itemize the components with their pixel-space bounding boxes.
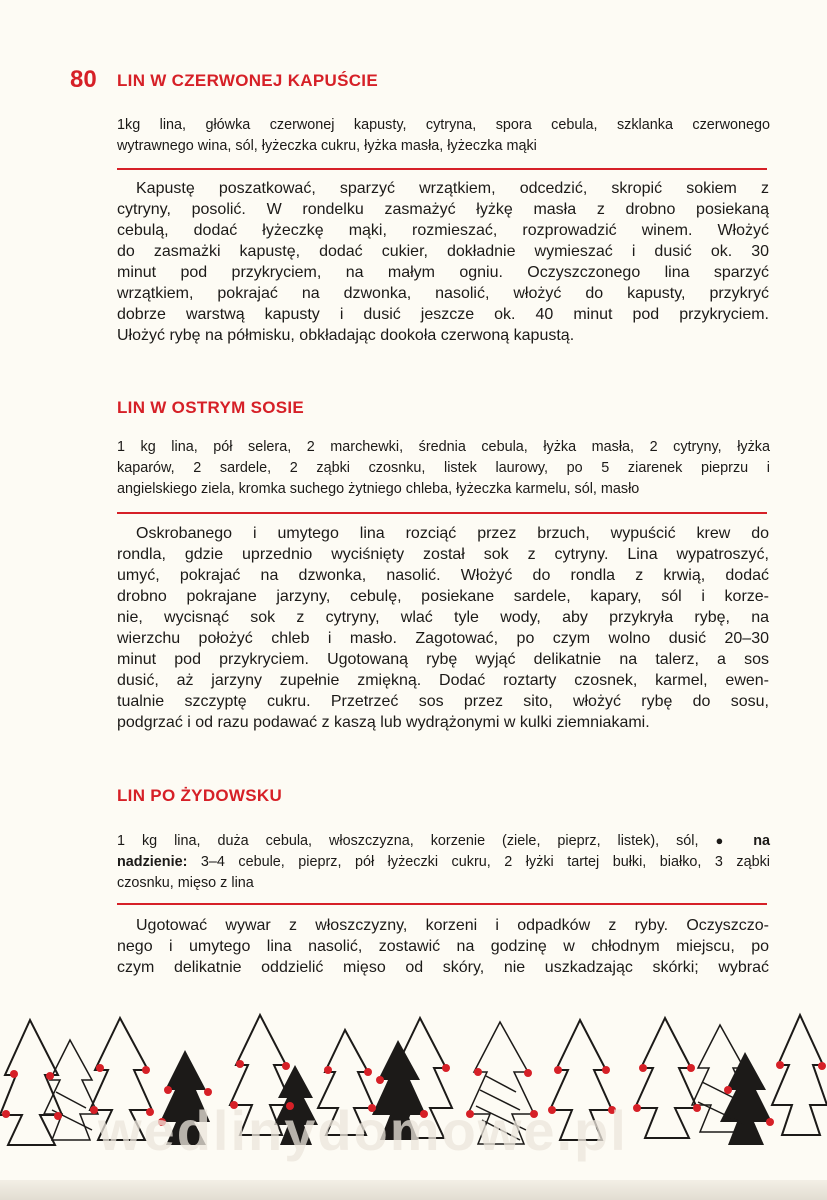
method-line: minut pod przykryciem, na małym ogniu. Oczyszczonego lina sparzyć <box>117 264 769 281</box>
ingredients-line: wytrawnego wina, sól, łyżeczka cukru, łyżka masła, łyżeczka mąki <box>117 138 537 154</box>
method-line: Kapustę poszatkować, sparzyć wrzątkiem, odcedzić, skropić sokiem z <box>136 180 769 197</box>
ingredients-list <box>117 830 770 894</box>
recipe-method <box>117 523 769 733</box>
section-divider <box>117 903 767 905</box>
method-line: cytryny, posolić. W rondelku zasmażyć łyżkę masła z drobno posiekaną <box>117 201 769 218</box>
recipe-method <box>117 178 769 346</box>
method-line: drobno pokrajane jarzyny, cebulę, posiekane sardele, kapary, sól i korze- <box>117 588 769 605</box>
method-line: Ułożyć rybę na półmisku, obkładając dookoła czerwoną kapustą. <box>117 327 575 344</box>
ingredients-line: nadzienie: 3–4 cebule, pieprz, pół łyżeczki cukru, 2 łyżki tartej bułki, białko, 3 ząbki <box>117 854 770 870</box>
method-line: do zasmażki kapustę, dodać cukier, dokładnie wymieszać i dusić ok. 30 <box>117 243 769 260</box>
method-line: rondla, gdzie uprzednio wyciśnięty został sok z cytryny. Lina wypatroszyć, <box>117 546 769 563</box>
method-line: wierzchu położyć chleb i masło. Zagotować, po czym wolno dusić 20–30 <box>117 630 769 647</box>
method-line: umyć, pokrajać na dzwonka, nasolić. Włożyć do rondla z krwią, dodać <box>117 567 769 584</box>
ingredients-line: 1 kg lina, duża cebula, włoszczyzna, korzenie (ziele, pieprz, listek), sól, ● na <box>117 833 771 849</box>
bullet-icon: ● <box>715 833 737 848</box>
page-edge <box>0 1180 827 1200</box>
method-line: dusić, aż jarzyny zupełnie zmiękną. Dodać roztarty czosnek, karmel, ewen- <box>117 672 769 689</box>
recipe-title-lin-w-ostrym-sosie: LIN W OSTRYM SOSIE <box>117 398 305 417</box>
ingredients-line: 1 kg lina, pół selera, 2 marchewki, średnia cebula, łyżka masła, 2 cytryny, łyżka <box>117 439 770 455</box>
method-line: Oskrobanego i umytego lina rozciąć przez brzuch, wypuścić krew do <box>136 525 769 542</box>
recipe-title-lin-w-czerwonej-kapuscie: LIN W CZERWONEJ KAPUŚCIE <box>117 71 378 90</box>
method-line: czym delikatnie oddzielić mięso od skóry, nie uszkadzając skórki; wybrać <box>117 959 769 976</box>
method-line: podgrzać i od razu podawać z kaszą lub wydrążonymi w kulki ziemniakami. <box>117 714 650 731</box>
ingredients-line: angielskiego ziela, kromka suchego żytniego chleba, łyżeczka karmelu, sól, masło <box>117 481 640 497</box>
ingredients-line: czosnku, mięso z lina <box>117 875 254 891</box>
method-line: cebulą, dodać łyżeczkę mąki, rozmieszać, rozprowadzić winem. Włożyć <box>117 222 769 239</box>
method-line: nie, wycisnąć sok z cytryny, wlać tyle wody, aby przykryła rybę, na <box>117 609 769 626</box>
method-line: wrzątkiem, pokrajać na dzwonka, nasolić, włożyć do kapusty, przykryć <box>117 285 769 302</box>
recipe-title-lin-po-zydowsku: LIN PO ŻYDOWSKU <box>117 786 283 805</box>
ingredients-line: 1kg lina, główka czerwonej kapusty, cytryna, spora cebula, szklanka czerwonego <box>117 117 770 133</box>
method-line: minut pod przykryciem. Ugotowaną rybę wyjąć delikatnie na talerz, a sos <box>117 651 769 668</box>
ingredients-line: kaparów, 2 sardele, 2 ząbki czosnku, listek laurowy, po 5 ziarenek pieprzu i <box>117 460 770 476</box>
recipe-method <box>117 915 769 978</box>
method-line: tualnie szczyptę cukru. Przetrzeć sos przez sito, włożyć rybę do sosu, <box>117 693 769 710</box>
page-number: 80 <box>70 66 97 93</box>
method-line: Ugotować wywar z włoszczyzny, korzeni i odpadków z ryby. Oczyszczo- <box>136 917 769 934</box>
section-divider <box>117 512 767 514</box>
method-line: nego i umytego lina nasolić, zostawić na godzinę w chłodnym miejscu, po <box>117 938 769 955</box>
ingredients-list <box>117 437 770 500</box>
watermark: wedlinydomowe.pl <box>98 1099 628 1162</box>
method-line: dobrze warstwą kapusty i dusić jeszcze ok. 40 minut pod przykryciem. <box>117 306 769 323</box>
ingredients-list <box>117 115 770 157</box>
section-divider <box>117 168 767 170</box>
